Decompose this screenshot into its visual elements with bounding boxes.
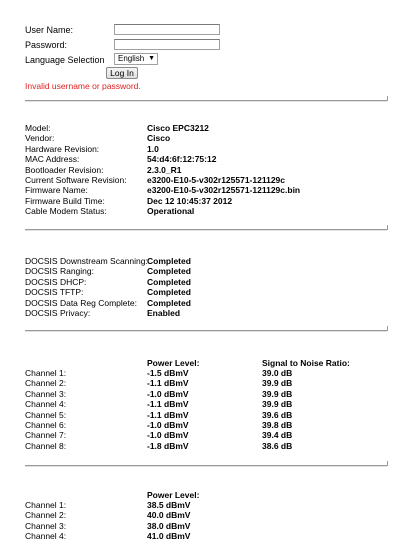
info-label: Model: bbox=[25, 123, 51, 133]
upstream-channel-label: Channel 4: bbox=[25, 531, 67, 542]
language-selected-value: English bbox=[118, 54, 145, 63]
downstream-power-value: -1.0 dBmV bbox=[147, 430, 189, 441]
info-value: Dec 12 10:45:37 2012 bbox=[147, 195, 233, 206]
downstream-snr-value: 39.9 dB bbox=[262, 388, 293, 399]
docsis-value: Completed bbox=[147, 276, 191, 287]
info-label: Vendor: bbox=[25, 133, 55, 144]
docsis-value: Completed bbox=[147, 266, 191, 277]
docsis-label: DOCSIS Ranging: bbox=[25, 266, 94, 277]
downstream-power-value: -1.1 dBmV bbox=[147, 378, 189, 389]
upstream-power-value: 41.0 dBmV bbox=[147, 531, 191, 542]
downstream-power-value: -1.8 dBmV bbox=[147, 440, 189, 451]
upstream-power-value: 38.0 dBmV bbox=[147, 520, 191, 531]
divider bbox=[25, 465, 387, 467]
language-select[interactable] bbox=[114, 53, 158, 65]
username-label: User Name: bbox=[25, 25, 74, 35]
docsis-value: Completed bbox=[147, 297, 191, 308]
divider bbox=[25, 100, 387, 102]
info-label: Firmware Build Time: bbox=[25, 195, 105, 206]
docsis-label: DOCSIS Data Reg Complete: bbox=[25, 297, 137, 308]
info-label: Cable Modem Status: bbox=[25, 206, 107, 217]
divider bbox=[25, 330, 387, 332]
info-label: MAC Address: bbox=[25, 154, 80, 165]
docsis-label: DOCSIS TFTP: bbox=[25, 287, 84, 298]
downstream-channel-label: Channel 1: bbox=[25, 368, 67, 378]
downstream-snr-value: 39.8 dB bbox=[262, 420, 293, 430]
info-label: Bootloader Revision: bbox=[25, 164, 104, 175]
info-label: Current Software Revision: bbox=[25, 175, 127, 185]
downstream-power-header: Power Level: bbox=[147, 358, 200, 368]
upstream-channel-label: Channel 1: bbox=[25, 500, 67, 510]
login-button[interactable]: Log In bbox=[106, 67, 138, 79]
downstream-snr-value: 39.0 dB bbox=[262, 368, 293, 378]
info-value: Cisco EPC3212 bbox=[147, 123, 209, 133]
downstream-snr-header: Signal to Noise Ratio: bbox=[262, 358, 350, 368]
downstream-channel-label: Channel 3: bbox=[25, 388, 67, 399]
upstream-power-header: Power Level: bbox=[147, 490, 200, 500]
downstream-channel-label: Channel 2: bbox=[25, 378, 67, 389]
downstream-snr-value: 38.6 dB bbox=[262, 440, 293, 451]
info-value: Operational bbox=[147, 206, 195, 217]
info-value: 54:d4:6f:12:75:12 bbox=[147, 154, 217, 165]
downstream-snr-value: 39.9 dB bbox=[262, 378, 293, 389]
docsis-label: DOCSIS Downstream Scanning: bbox=[25, 256, 148, 266]
info-value: e3200-E10-5-v302r125571-121129c bbox=[147, 175, 286, 185]
downstream-power-value: -1.5 dBmV bbox=[147, 368, 189, 378]
password-input[interactable] bbox=[114, 39, 220, 50]
divider bbox=[25, 229, 387, 231]
downstream-snr-value: 39.6 dB bbox=[262, 409, 293, 420]
upstream-channel-label: Channel 2: bbox=[25, 510, 67, 521]
language-label: Language Selection bbox=[25, 55, 105, 65]
docsis-value: Completed bbox=[147, 256, 191, 266]
downstream-channel-label: Channel 6: bbox=[25, 420, 67, 430]
downstream-power-value: -1.1 dBmV bbox=[147, 399, 189, 410]
error-message: Invalid username or password. bbox=[25, 81, 141, 91]
downstream-channel-label: Channel 7: bbox=[25, 430, 67, 441]
downstream-channel-label: Channel 4: bbox=[25, 399, 67, 410]
dropdown-arrow-icon: ▼ bbox=[148, 55, 155, 62]
downstream-snr-value: 39.4 dB bbox=[262, 430, 293, 441]
downstream-channel-label: Channel 8: bbox=[25, 440, 67, 451]
downstream-channel-label: Channel 5: bbox=[25, 409, 67, 420]
info-label: Firmware Name: bbox=[25, 185, 88, 196]
upstream-channel-label: Channel 3: bbox=[25, 520, 67, 531]
upstream-power-value: 38.5 dBmV bbox=[147, 500, 191, 510]
docsis-label: DOCSIS Privacy: bbox=[25, 308, 91, 318]
username-input[interactable] bbox=[114, 24, 220, 35]
downstream-power-value: -1.0 dBmV bbox=[147, 388, 189, 399]
info-label: Hardware Revision: bbox=[25, 143, 100, 154]
upstream-power-value: 40.0 dBmV bbox=[147, 510, 191, 521]
password-label: Password: bbox=[25, 40, 68, 50]
downstream-power-value: -1.0 dBmV bbox=[147, 420, 189, 430]
info-value: 1.0 bbox=[147, 143, 159, 154]
downstream-power-value: -1.1 dBmV bbox=[147, 409, 189, 420]
info-value: Cisco bbox=[147, 133, 171, 144]
docsis-value: Enabled bbox=[147, 308, 181, 318]
info-value: 2.3.0_R1 bbox=[147, 164, 182, 175]
downstream-snr-value: 39.9 dB bbox=[262, 399, 293, 410]
docsis-value: Completed bbox=[147, 287, 191, 298]
docsis-label: DOCSIS DHCP: bbox=[25, 276, 87, 287]
info-value: e3200-E10-5-v302r125571-121129c.bin bbox=[147, 185, 301, 196]
